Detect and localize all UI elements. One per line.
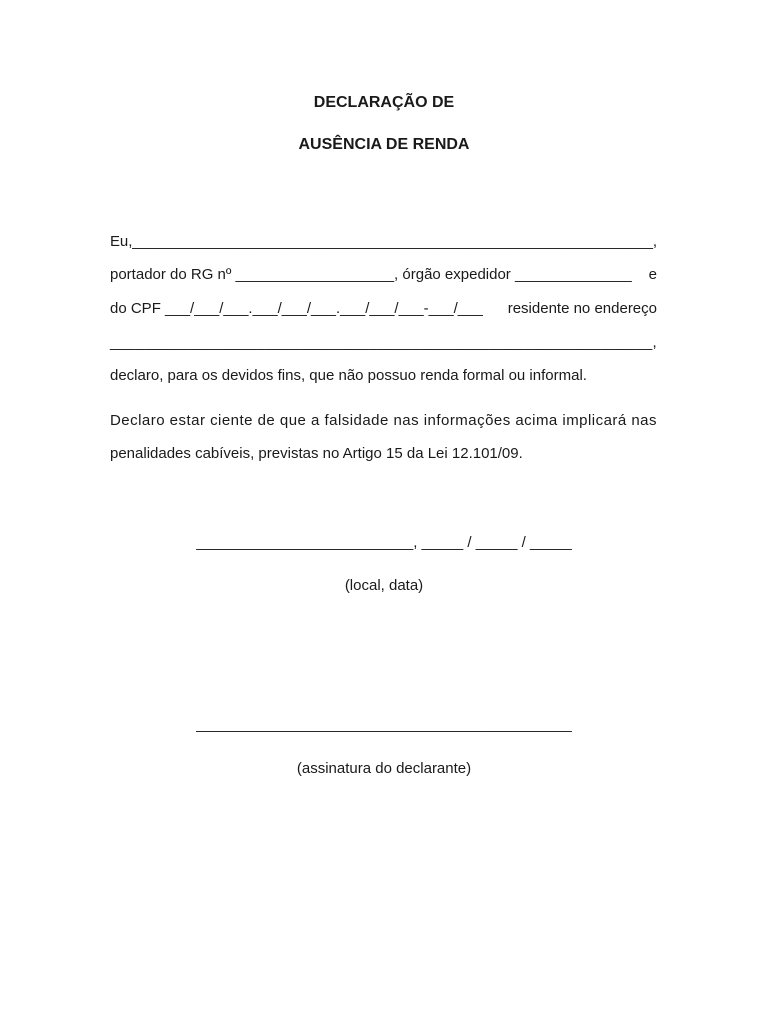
document-title-line2: AUSÊNCIA DE RENDA bbox=[298, 136, 470, 153]
cpf-line bbox=[110, 300, 657, 318]
rg-line bbox=[110, 266, 657, 284]
declaration-text: declaro, para os devidos fins, que não possuo renda formal ou informal. bbox=[110, 367, 587, 384]
place-date-label: (local, data) bbox=[344, 577, 424, 594]
cpf-line-end: residente no endereço bbox=[507, 300, 657, 317]
document-title-line1: DECLARAÇÃO DE bbox=[313, 94, 455, 111]
address-line bbox=[110, 334, 657, 352]
awareness-line1-text: Declaro estar ciente de que a falsidade nas informações acima implicará nas bbox=[110, 412, 657, 429]
rg-line-end: e bbox=[648, 266, 657, 283]
name-line-text: Eu,_______________________________________________________________, bbox=[110, 233, 657, 250]
awareness-line2: penalidades cabíveis, previstas no Artigo 15 da Lei 12.101/09. bbox=[110, 445, 523, 462]
name-line bbox=[110, 233, 657, 251]
awareness-line1 bbox=[110, 412, 657, 430]
signature-label: (assinatura do declarante) bbox=[296, 760, 472, 777]
cpf-line-text: do CPF ___/___/___.___/___/___.___/___/___-___/___ bbox=[110, 300, 483, 317]
signature-line: _____________________________________________ bbox=[196, 716, 572, 733]
address-line-text: _______________________________________________________________, bbox=[110, 334, 657, 351]
place-date-line: __________________________, _____ / _____ / _____ bbox=[196, 534, 572, 551]
rg-line-text: portador do RG nº ___________________, órgão expedidor ______________ bbox=[110, 266, 632, 283]
